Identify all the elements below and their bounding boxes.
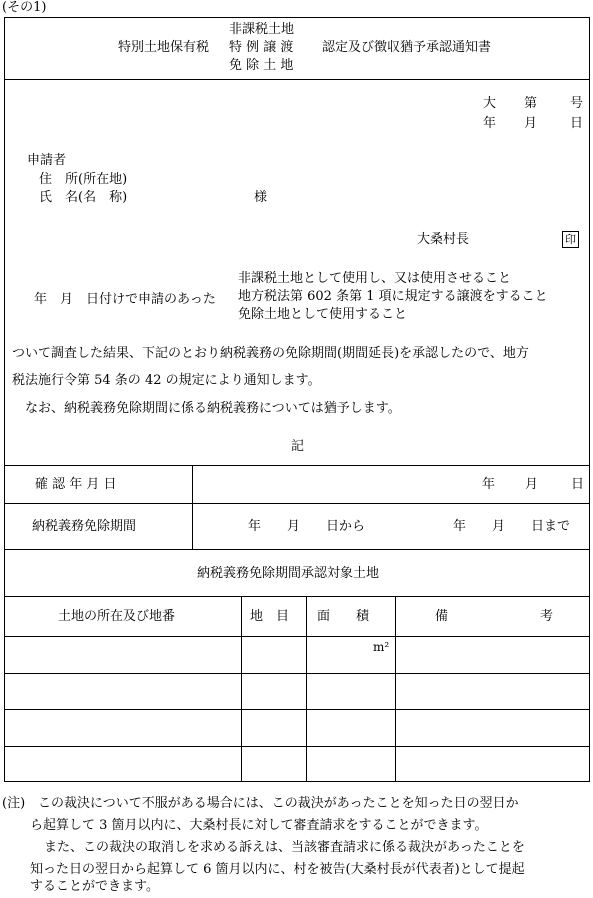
title-option-2: 特 例 譲 渡 bbox=[229, 40, 294, 55]
note-line-1: この裁決について不服がある場合には、この裁決があったことを知った日の翌日か bbox=[38, 796, 519, 811]
confirm-month: 月 bbox=[525, 477, 539, 492]
title-suffix: 認定及び徴収猶予承認通知書 bbox=[322, 40, 492, 55]
form-frame bbox=[4, 17, 590, 782]
issuer-name: 大桑村長 bbox=[417, 232, 470, 247]
column-area: 面 積 bbox=[317, 609, 370, 624]
column-location: 土地の所在及び地番 bbox=[58, 609, 176, 624]
note-line-3: また、この裁決の取消しを求める訴えは、当該審査請求に係る裁決があったことを bbox=[44, 840, 525, 855]
body-line-3: なお、納税義務免除期間に係る納税義務については猶予します。 bbox=[25, 401, 401, 416]
data-row-rule-1 bbox=[4, 673, 590, 674]
column-category: 地 目 bbox=[250, 609, 290, 624]
period-row-rule bbox=[4, 549, 590, 550]
applicant-heading: 申請者 bbox=[27, 153, 67, 168]
seal-mark: 印 bbox=[562, 231, 579, 248]
note-line-5: することができます。 bbox=[30, 879, 159, 894]
land-heading: 納税義務免除期間承認対象土地 bbox=[197, 566, 380, 581]
land-heading-rule bbox=[4, 596, 590, 597]
column-remarks-2: 考 bbox=[540, 609, 554, 624]
data-row-rule-2 bbox=[4, 709, 590, 710]
title-option-1: 非課税土地 bbox=[229, 22, 295, 37]
purpose-option-1: 非課税土地として使用し、又は使用させること bbox=[238, 271, 512, 286]
confirm-date-label: 確 認 年 月 日 bbox=[35, 477, 117, 492]
doc-date-day: 日 bbox=[570, 116, 584, 131]
note-line-4: 知った日の翌日から起算して 6 箇月以内に、村を被告(大桑村長が代表者)として提起 bbox=[30, 862, 525, 877]
column-header-rule bbox=[4, 636, 590, 637]
body-line-1: ついて調査した結果、下記のとおり納税義務の免除期間(期間延長)を承認したので、地方 bbox=[12, 346, 529, 361]
confirm-row-rule bbox=[4, 503, 590, 504]
applicant-address-label: 住 所(所在地) bbox=[39, 172, 128, 187]
doc-number-era: 大 bbox=[483, 96, 497, 111]
purpose-option-2: 地方税法第 602 条第 1 項に規定する譲渡をすること bbox=[238, 289, 548, 304]
doc-number-go: 号 bbox=[570, 96, 584, 111]
applicant-name-label: 氏 名(名 称) bbox=[39, 190, 128, 205]
applicant-sama: 様 bbox=[254, 190, 268, 205]
purpose-option-3: 免除土地として使用すること bbox=[238, 307, 408, 322]
note-line-2: ら起算して 3 箇月以内に、大桑村長に対して審査請求をすることができます。 bbox=[30, 818, 488, 833]
confirm-day: 日 bbox=[571, 477, 585, 492]
data-row-rule-3 bbox=[4, 746, 590, 747]
application-date-text: 年 月 日付けで申請のあった bbox=[34, 292, 216, 307]
title-prefix: 特別土地保有税 bbox=[118, 40, 210, 55]
body-line-2: 税法施行令第 54 条の 42 の規定により通知します。 bbox=[12, 373, 321, 388]
doc-date-month: 月 bbox=[524, 116, 538, 131]
title-option-3: 免 除 土 地 bbox=[229, 58, 294, 73]
part-label: (その1) bbox=[2, 0, 47, 15]
col-divider-1 bbox=[241, 596, 242, 782]
table-top-rule bbox=[4, 465, 590, 466]
ki-heading: 記 bbox=[291, 439, 305, 454]
column-remarks-1: 備 bbox=[435, 609, 449, 624]
title-divider bbox=[4, 79, 590, 80]
area-unit: m² bbox=[373, 640, 390, 654]
doc-number-dai: 第 bbox=[524, 96, 538, 111]
period-label: 納税義務免除期間 bbox=[32, 519, 137, 534]
period-from: 年 月 日から bbox=[248, 519, 366, 534]
col-divider-3 bbox=[395, 596, 396, 782]
confirm-year: 年 bbox=[482, 477, 496, 492]
period-to: 年 月 日まで bbox=[453, 519, 571, 534]
doc-date-year: 年 bbox=[483, 116, 497, 131]
note-marker: (注) bbox=[2, 796, 26, 811]
col-divider-2 bbox=[306, 596, 307, 782]
label-column-divider bbox=[192, 465, 193, 549]
